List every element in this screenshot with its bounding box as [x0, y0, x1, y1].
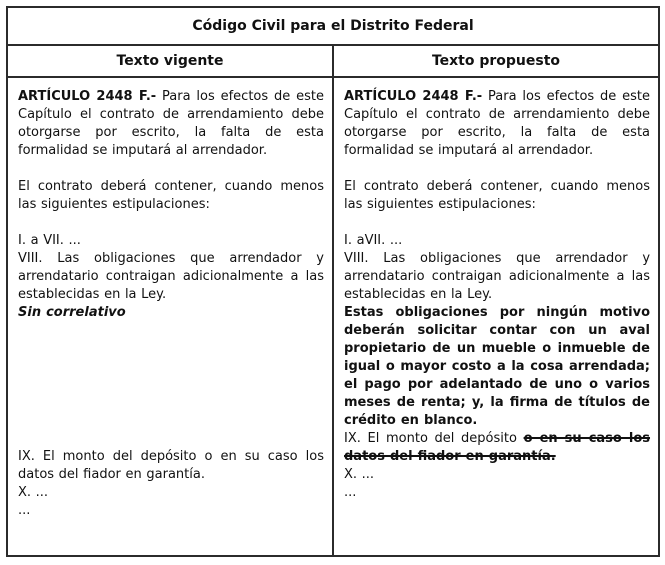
header-proposed-text: Texto propuesto	[333, 45, 659, 77]
article-paragraph	[18, 88, 324, 160]
no-correlative-note: Sin correlativo	[18, 305, 126, 320]
contract-intro: El contrato deberá contener, cuando menos las siguientes estipulaciones:	[344, 179, 651, 212]
item-10: X. ...	[344, 467, 375, 482]
item-9-kept-text: IX. El monto del depósito	[344, 431, 524, 446]
added-obligations-text: Estas obligaciones por ningún motivo deberán solicitar contar con un aval propietario de un mueble o inmueble de igual o mayor costo a la cosa arrendada; el pago por adelantado de uno o varios meses de renta; y, la firma de títulos de crédito en blanco.	[344, 305, 651, 428]
current-text-cell	[7, 77, 333, 556]
item-8: VIII. Las obligaciones que arrendador y arrendatario contraigan adicionalmente a las establecidas en la Ley.	[344, 251, 651, 302]
item-9	[344, 430, 650, 466]
proposed-text-cell	[333, 77, 659, 556]
item-10: X. ...	[18, 485, 49, 500]
item-9: IX. El monto del depósito o en su caso los datos del fiador en garantía.	[18, 449, 324, 482]
item-9-deleted-text: o en su caso los datos del fiador en garantía.	[344, 431, 651, 464]
ellipsis: ...	[18, 503, 31, 518]
comparison-table	[6, 6, 660, 557]
article-label: ARTÍCULO 2448 F.-	[344, 89, 483, 104]
article-label: ARTÍCULO 2448 F.-	[18, 89, 157, 104]
ellipsis: ...	[344, 485, 357, 500]
table-title: Código Civil para el Distrito Federal	[7, 7, 659, 45]
item-8: VIII. Las obligaciones que arrendador y arrendatario contraigan adicionalmente a las establecidas en la Ley.	[18, 251, 324, 302]
items-1-7: I. a VII. ...	[18, 233, 81, 248]
article-text: Para los efectos de este Capítulo el contrato de arrendamiento debe otorgarse por escrito, la falta de esta formalidad se imputará al arrendador.	[344, 89, 651, 158]
article-paragraph	[344, 88, 650, 160]
article-text: Para los efectos de este Capítulo el contrato de arrendamiento debe otorgarse por escrito, la falta de esta formalidad se imputará al arrendador.	[18, 89, 324, 158]
header-current-text: Texto vigente	[7, 45, 333, 77]
items-1-7: I. aVII. ...	[344, 233, 403, 248]
contract-intro: El contrato deberá contener, cuando menos las siguientes estipulaciones:	[18, 179, 324, 212]
